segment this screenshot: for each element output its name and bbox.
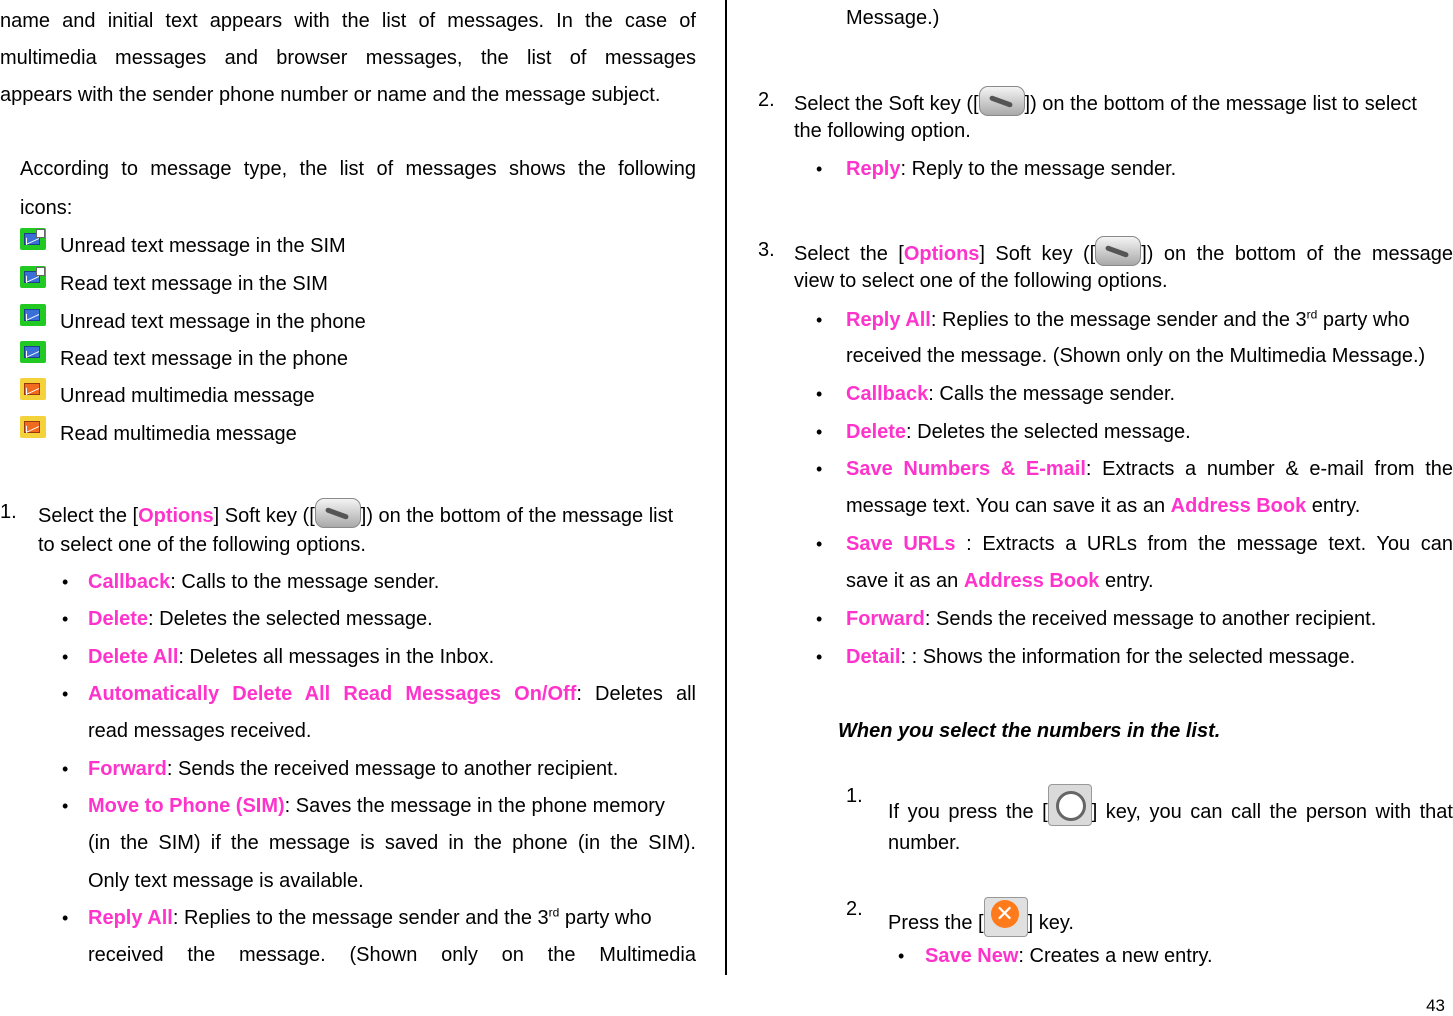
option-term: Automatically Delete All Read Messages On/Off [88, 683, 577, 705]
soft-key-icon [1095, 236, 1141, 266]
step-number: 2. [758, 89, 775, 111]
option-move-line-2: (in the SIM) if the message is saved in the phone (in the SIM). [88, 832, 696, 854]
step3-text: ] Soft key ([ [979, 243, 1096, 265]
bullet-icon: • [898, 946, 905, 966]
option-text: : Calls the message sender. [928, 383, 1176, 405]
option-term: Delete [88, 608, 149, 630]
bullet-icon: • [816, 384, 823, 404]
option-save-numbers-line-2 [846, 494, 1360, 518]
icons-intro-line-1: According to message type, the list of messages shows the following [20, 158, 696, 180]
option-auto-delete [88, 682, 696, 706]
subheading: When you select the numbers in the list. [838, 720, 1221, 742]
option-detail [846, 645, 1355, 669]
option-text: : Sends the received message to another recipient. [924, 608, 1377, 630]
step2-line-1 [794, 86, 1417, 116]
option-text: entry. [1099, 570, 1154, 592]
unread-sim-message-icon [20, 228, 46, 250]
option-text: : Saves the message in the phone memory [284, 795, 665, 817]
option-move-line-3: Only text message is available. [88, 870, 364, 892]
option-text: : Deletes all messages in the Inbox. [178, 646, 495, 668]
option-text: message text. You can save it as an [846, 495, 1171, 517]
step-number: 3. [758, 239, 775, 261]
option-text: : Deletes the selected message. [148, 608, 433, 630]
bullet-icon: • [816, 609, 823, 629]
superscript: rd [1306, 307, 1318, 322]
option-save-urls [846, 532, 1453, 556]
send-key-icon [1048, 784, 1092, 826]
option-save-urls-line-2 [846, 569, 1154, 593]
read-phone-message-icon [20, 341, 46, 363]
option-text: : Deletes all [576, 683, 696, 705]
soft-key-icon [979, 86, 1025, 116]
option-term: Detail [846, 646, 901, 668]
sub2-line-1 [888, 897, 1074, 937]
continued-text: Message.) [846, 7, 940, 29]
option-term: Save Numbers & E-mail [846, 458, 1086, 480]
bullet-icon: • [62, 572, 69, 592]
step3-line-2: view to select one of the following options. [794, 270, 1168, 292]
read-multimedia-icon [20, 416, 46, 438]
step-number: 2. [846, 898, 863, 920]
option-term: Delete [846, 421, 907, 443]
bullet-icon: • [62, 796, 69, 816]
address-book-label: Address Book [1170, 495, 1307, 517]
intro-line-1: name and initial text appears with the list of messages. In the case of [0, 10, 696, 32]
option-text: entry. [1306, 495, 1361, 517]
option-callback [846, 382, 1175, 406]
bullet-icon: • [816, 422, 823, 442]
option-term: Save URLs [846, 533, 956, 555]
option-term: Move to Phone (SIM) [88, 795, 285, 817]
option-term: Reply All [88, 907, 173, 929]
option-reply-all-line-2: received the message. (Shown only on the Multimedia [88, 944, 696, 966]
superscript: rd [548, 905, 560, 920]
option-term: Reply [846, 158, 901, 180]
option-reply [846, 157, 1176, 181]
option-term: Delete All [88, 646, 179, 668]
sub2-text: ] key. [1027, 912, 1074, 934]
option-reply-all-line-2: received the message. (Shown only on the Multimedia Message.) [846, 345, 1426, 367]
bullet-icon: • [816, 647, 823, 667]
intro-line-3: appears with the sender phone number or name and the message subject. [0, 84, 661, 106]
option-save-new [925, 944, 1213, 968]
option-text: : Extracts a number & e-mail from the [1085, 458, 1453, 480]
step2-text: Select the Soft key ([ [794, 93, 979, 115]
option-auto-delete-line-2: read messages received. [88, 720, 312, 742]
option-text: : Sends the received message to another recipient. [166, 758, 619, 780]
option-term: Forward [88, 758, 167, 780]
option-text: : Calls to the message sender. [170, 571, 440, 593]
address-book-label: Address Book [963, 570, 1100, 592]
bullet-icon: • [816, 534, 823, 554]
option-text: : Creates a new entry. [1018, 945, 1213, 967]
page-number: 43 [1426, 996, 1445, 1015]
icon-label-unread-sim: Unread text message in the SIM [60, 235, 346, 257]
option-term: Forward [846, 608, 925, 630]
option-text: party who [559, 907, 652, 929]
bullet-icon: • [62, 609, 69, 629]
step1-line-2: to select one of the following options. [38, 534, 366, 556]
bullet-icon: • [816, 159, 823, 179]
option-reply-all [88, 906, 652, 930]
icon-label-read-sim: Read text message in the SIM [60, 273, 328, 295]
option-text: party who [1317, 309, 1410, 331]
step-number: 1. [0, 501, 17, 523]
step3-text: Select the [ [794, 243, 904, 265]
step3-text: ]) on the bottom of the message [1141, 243, 1453, 265]
options-key-label: Options [903, 243, 980, 265]
option-move [88, 794, 665, 818]
unread-phone-message-icon [20, 304, 46, 326]
option-text: : Replies to the message sender and the 3 [930, 309, 1307, 331]
sub2-text: Press the [ [888, 912, 984, 934]
icon-label-read-phone: Read text message in the phone [60, 348, 348, 370]
sub1-text: ] key, you can call the person with that [1091, 801, 1453, 823]
icon-label-read-multimedia: Read multimedia message [60, 423, 297, 445]
option-delete-all [88, 645, 494, 669]
icon-label-unread-phone: Unread text message in the phone [60, 311, 366, 333]
option-delete [88, 607, 433, 631]
option-term: Callback [88, 571, 171, 593]
sub1-line-1 [888, 784, 1453, 826]
intro-line-2: multimedia messages and browser messages, the list of messages [0, 47, 696, 69]
icons-intro-line-2: icons: [20, 197, 73, 219]
option-term: Reply All [846, 309, 931, 331]
option-text: : Deletes the selected message. [906, 421, 1191, 443]
option-forward [88, 757, 618, 781]
step3-line-1 [794, 236, 1453, 266]
option-text: : Extracts a URLs from the message text. You can [955, 533, 1453, 555]
bullet-icon: • [62, 684, 69, 704]
option-callback [88, 570, 439, 594]
step2-text: ]) on the bottom of the message list to select [1024, 93, 1417, 115]
bullet-icon: • [816, 310, 823, 330]
option-term: Save New [925, 945, 1019, 967]
option-text: : Replies to the message sender and the 3 [172, 907, 549, 929]
option-forward [846, 607, 1376, 631]
step1-text: ] Soft key ([ [213, 505, 315, 527]
end-key-icon [984, 897, 1028, 937]
bullet-icon: • [816, 459, 823, 479]
step1-line-1 [38, 498, 673, 528]
option-text: : : Shows the information for the selected message. [900, 646, 1356, 668]
soft-key-icon [315, 498, 361, 528]
step1-text: Select the [ [38, 505, 139, 527]
option-save-numbers [846, 457, 1453, 481]
step2-line-2: the following option. [794, 120, 971, 142]
step-number: 1. [846, 785, 863, 807]
unread-multimedia-icon [20, 378, 46, 400]
sub1-text: If you press the [ [888, 801, 1048, 823]
options-key-label: Options [138, 505, 214, 527]
sub1-line-2: number. [888, 832, 961, 854]
bullet-icon: • [62, 759, 69, 779]
option-text: : Reply to the message sender. [900, 158, 1177, 180]
option-delete [846, 420, 1191, 444]
read-sim-message-icon [20, 266, 46, 288]
icon-label-unread-multimedia: Unread multimedia message [60, 385, 315, 407]
option-term: Callback [846, 383, 929, 405]
option-text: save it as an [846, 570, 964, 592]
option-reply-all [846, 308, 1410, 332]
bullet-icon: • [62, 647, 69, 667]
bullet-icon: • [62, 908, 69, 928]
step1-text: ]) on the bottom of the message list [360, 505, 674, 527]
column-divider [725, 0, 727, 975]
